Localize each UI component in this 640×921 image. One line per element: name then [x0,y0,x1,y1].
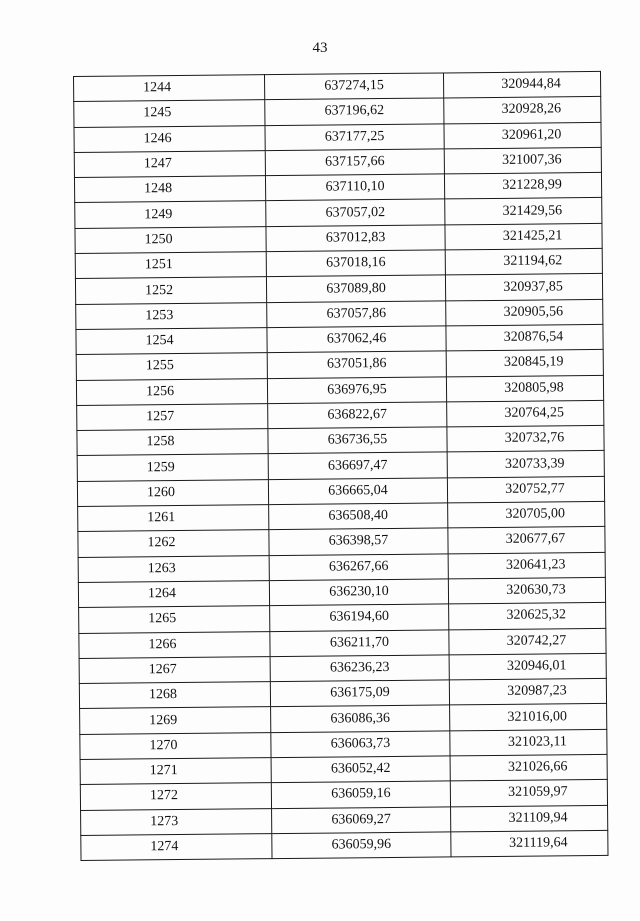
y-coordinate-cell: 321059,97 [450,780,607,807]
point-number-cell: 1264 [78,581,269,608]
point-number-cell: 1274 [81,834,272,861]
point-number-cell: 1268 [79,682,270,709]
x-coordinate-cell: 636175,09 [270,680,449,707]
y-coordinate-cell: 320946,01 [449,653,606,680]
y-coordinate-cell: 321109,94 [451,805,608,832]
y-coordinate-cell: 320732,76 [447,426,604,453]
x-coordinate-cell: 636822,67 [268,402,447,429]
point-number-cell: 1259 [77,454,268,481]
point-number-cell: 1246 [74,125,265,152]
x-coordinate-cell: 637274,15 [264,73,443,100]
table-body [74,71,609,860]
x-coordinate-cell: 637057,02 [266,199,445,226]
y-coordinate-cell: 320944,84 [443,71,600,98]
y-coordinate-cell: 320705,00 [448,501,605,528]
y-coordinate-cell: 320625,32 [449,603,606,630]
x-coordinate-cell: 636665,04 [268,478,447,505]
point-number-cell: 1255 [76,353,267,380]
y-coordinate-cell: 321119,64 [451,830,608,857]
x-coordinate-cell: 636267,66 [269,554,448,581]
point-number-cell: 1251 [75,252,266,279]
x-coordinate-cell: 637062,46 [267,326,446,353]
y-coordinate-cell: 321228,99 [444,173,601,200]
y-coordinate-cell: 320677,67 [448,527,605,554]
point-number-cell: 1248 [74,176,265,203]
y-coordinate-cell: 321425,21 [445,223,602,250]
y-coordinate-cell: 320961,20 [444,122,601,149]
point-number-cell: 1254 [76,328,267,355]
x-coordinate-cell: 637157,66 [265,149,444,176]
page-number: 43 [312,40,328,56]
point-number-cell: 1258 [77,429,268,456]
x-coordinate-cell: 636052,42 [271,756,450,783]
x-coordinate-cell: 636059,16 [271,781,450,808]
y-coordinate-cell: 320630,73 [448,577,605,604]
y-coordinate-cell: 320733,39 [447,451,604,478]
point-number-cell: 1267 [79,656,270,683]
point-number-cell: 1247 [74,151,265,178]
point-number-cell: 1261 [78,505,269,532]
x-coordinate-cell: 636059,96 [272,832,451,859]
x-coordinate-cell: 636736,55 [268,427,447,454]
y-coordinate-cell: 321026,66 [450,754,607,781]
point-number-cell: 1249 [75,201,266,228]
x-coordinate-cell: 637012,83 [266,225,445,252]
point-number-cell: 1245 [74,100,265,127]
x-coordinate-cell: 636086,36 [271,705,450,732]
x-coordinate-cell: 636230,10 [269,579,448,606]
x-coordinate-cell: 636194,60 [270,604,449,631]
point-number-cell: 1244 [74,75,265,102]
x-coordinate-cell: 637089,80 [266,275,445,302]
point-number-cell: 1265 [79,606,270,633]
x-coordinate-cell: 636976,95 [267,376,446,403]
point-number-cell: 1257 [77,404,268,431]
x-coordinate-cell: 636398,57 [269,528,448,555]
x-coordinate-cell: 637051,86 [267,351,446,378]
y-coordinate-cell: 320987,23 [449,679,606,706]
point-number-cell: 1271 [80,758,271,785]
point-number-cell: 1269 [80,707,271,734]
y-coordinate-cell: 320845,19 [446,350,603,377]
y-coordinate-cell: 320905,56 [446,299,603,326]
x-coordinate-cell: 636236,23 [270,655,449,682]
point-number-cell: 1260 [77,479,268,506]
y-coordinate-cell: 320876,54 [446,324,603,351]
y-coordinate-cell: 321023,11 [450,729,607,756]
y-coordinate-cell: 321007,36 [444,147,601,174]
y-coordinate-cell: 320764,25 [447,400,604,427]
point-number-cell: 1266 [79,631,270,658]
y-coordinate-cell: 320928,26 [444,97,601,124]
y-coordinate-cell: 320752,77 [447,476,604,503]
x-coordinate-cell: 636211,70 [270,629,449,656]
x-coordinate-cell: 637018,16 [266,250,445,277]
x-coordinate-cell: 636697,47 [268,452,447,479]
y-coordinate-cell: 321016,00 [450,704,607,731]
x-coordinate-cell: 637177,25 [265,124,444,151]
y-coordinate-cell: 321429,56 [445,198,602,225]
table-row [81,830,608,860]
point-number-cell: 1273 [81,808,272,835]
x-coordinate-cell: 637110,10 [265,174,444,201]
point-number-cell: 1250 [75,226,266,253]
x-coordinate-cell: 637196,62 [265,98,444,125]
y-coordinate-cell: 320641,23 [448,552,605,579]
x-coordinate-cell: 636069,27 [272,807,451,834]
y-coordinate-cell: 320937,85 [445,274,602,301]
x-coordinate-cell: 636063,73 [271,731,450,758]
point-number-cell: 1262 [78,530,269,557]
point-number-cell: 1272 [80,783,271,810]
point-number-cell: 1270 [80,732,271,759]
coordinates-table [73,71,609,861]
x-coordinate-cell: 636508,40 [269,503,448,530]
point-number-cell: 1253 [76,302,267,329]
point-number-cell: 1252 [75,277,266,304]
y-coordinate-cell: 320742,27 [449,628,606,655]
y-coordinate-cell: 321194,62 [445,249,602,276]
y-coordinate-cell: 320805,98 [446,375,603,402]
x-coordinate-cell: 637057,86 [267,301,446,328]
point-number-cell: 1256 [76,378,267,405]
point-number-cell: 1263 [78,555,269,582]
